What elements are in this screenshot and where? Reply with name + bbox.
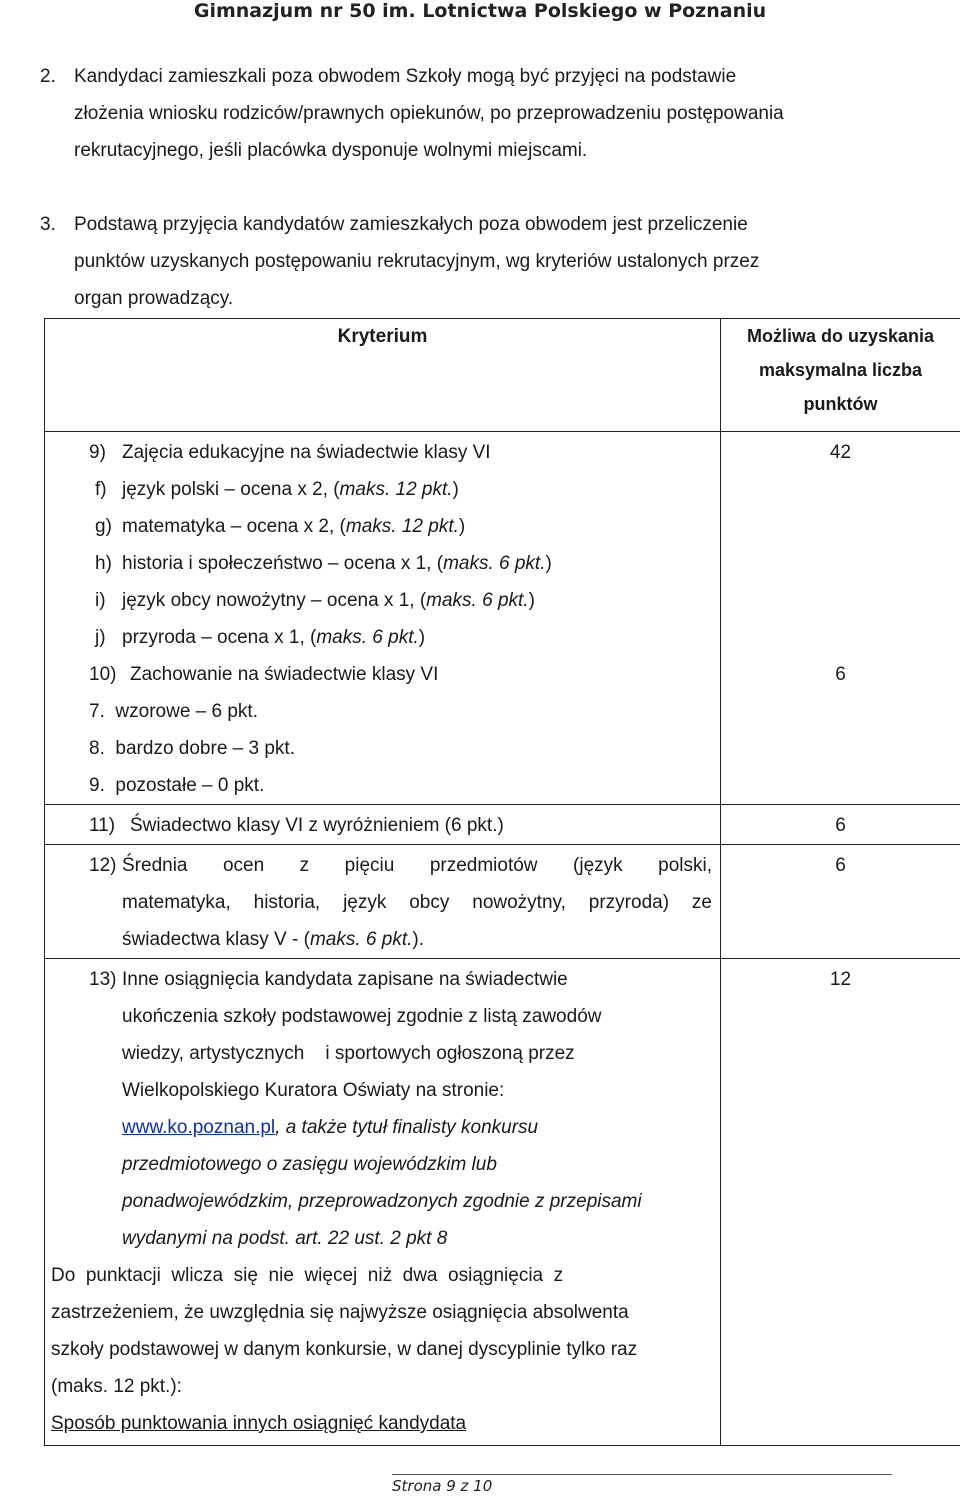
table-row	[45, 432, 960, 805]
subject-item	[53, 508, 712, 545]
header-points-line: punktów	[803, 394, 878, 414]
subject-item	[53, 619, 712, 656]
item-text: wzorowe – 6 pkt.	[115, 701, 258, 722]
criterion-title	[53, 434, 712, 471]
item-close: )	[452, 479, 459, 500]
item-close: )	[545, 553, 552, 574]
item-max: maks. 12 pkt.	[339, 479, 453, 500]
criterion-title-text: Zajęcia edukacyjne na świadectwie klasy VI	[122, 442, 491, 463]
paragraph-line: rekrutacyjnego, jeśli placówka dysponuje wolnymi miejscami.	[74, 140, 588, 161]
item-letter: g)	[95, 516, 112, 537]
item-text: język obcy nowożytny – ocena x 1, (	[122, 590, 427, 611]
item-number: 9.	[89, 775, 105, 796]
item-text: przyroda – ocena x 1, (	[122, 627, 317, 648]
criterion-line	[53, 1109, 712, 1146]
item-close: )	[528, 590, 535, 611]
header-criterion: Kryterium	[45, 319, 721, 432]
points-value: 6	[835, 855, 846, 876]
points-cell	[721, 959, 960, 1446]
criterion-line	[53, 921, 712, 958]
paragraph-line: punktów uzyskanych postępowaniu rekrutacyjnym, wg kryteriów ustalonych przez	[74, 251, 760, 272]
criterion-number: 13)	[89, 969, 117, 990]
kuratorium-link[interactable]: www.ko.poznan.pl	[122, 1117, 276, 1138]
item-max: maks. 6 pkt.	[443, 553, 546, 574]
item-text: język polski – ocena x 2, (	[122, 479, 340, 500]
item-close: )	[418, 627, 426, 648]
page-header: Gimnazjum nr 50 im. Lotnictwa Polskiego w Poznaniu	[193, 0, 767, 22]
criterion-title	[53, 847, 712, 884]
points-value: 6	[835, 815, 846, 836]
criterion-number: 11)	[89, 815, 116, 836]
subject-item	[53, 471, 712, 508]
criterion-line-text: matematyka, historia, język obcy nowożytny, przyroda) ze	[122, 892, 712, 913]
paragraph-3	[40, 206, 920, 317]
note-line: (maks. 12 pkt.):	[51, 1376, 182, 1397]
criteria-table	[44, 318, 960, 1446]
item-max: maks. 6 pkt.	[426, 590, 529, 611]
item-text: historia i społeczeństwo – ocena x 1, (	[122, 553, 444, 574]
points-cell	[721, 432, 960, 805]
paragraph-line: Podstawą przyjęcia kandydatów zamieszkałych poza obwodem jest przeliczenie	[74, 214, 748, 235]
item-text: matematyka – ocena x 2, (	[122, 516, 346, 537]
item-text: pozostałe – 0 pkt.	[115, 775, 265, 796]
note-line: Do punktacji wlicza się nie więcej niż dwa osiągnięcia z	[51, 1265, 564, 1286]
criterion-line: wiedzy, artystycznych i sportowych ogłoszoną przez	[122, 1043, 575, 1064]
paragraph-line: Kandydaci zamieszkali poza obwodem Szkoły mogą być przyjęci na podstawie	[74, 66, 737, 87]
item-close: )	[458, 516, 466, 537]
item-letter: f)	[95, 479, 107, 500]
page-number: Strona 9 z 10	[392, 1477, 493, 1495]
criterion-line-text: , a także tytuł finalisty konkursu	[275, 1117, 539, 1138]
subject-item	[53, 582, 712, 619]
note-line: zastrzeżeniem, że uwzględnia się najwyższe osiągnięcia absolwenta	[51, 1302, 629, 1323]
criterion-number: 12)	[89, 855, 117, 876]
table-header-row	[45, 319, 960, 432]
table-row	[45, 959, 960, 1446]
behavior-item	[53, 730, 712, 767]
criterion-title	[53, 961, 712, 998]
criterion-line	[53, 884, 712, 921]
item-max: maks. 6 pkt.	[309, 929, 413, 950]
criterion-cell	[45, 845, 721, 959]
item-letter: j)	[95, 627, 106, 648]
criterion-line: wydanymi na podst. art. 22 ust. 2 pkt 8	[122, 1228, 448, 1249]
criterion-title-text: Świadectwo klasy VI z wyróżnieniem (6 pkt.)	[130, 815, 504, 836]
criterion-line: Wielkopolskiego Kuratora Oświaty na stronie:	[122, 1080, 505, 1101]
table-row	[45, 845, 960, 959]
item-number: 8.	[89, 738, 105, 759]
points-value: 12	[829, 969, 852, 990]
behavior-item	[53, 693, 712, 730]
criterion-title-text: Średnia ocen z pięciu przedmiotów (język polski,	[122, 855, 712, 876]
item-close: ).	[412, 929, 424, 950]
criterion-title-text: Inne osiągnięcia kandydata zapisane na świadectwie	[122, 969, 568, 990]
item-letter: i)	[95, 590, 106, 611]
criterion-number: 9)	[89, 442, 106, 463]
criterion-line: ponadwojewódzkim, przeprowadzonych zgodnie z przepisami	[122, 1191, 642, 1212]
note-line: szkoły podstawowej w danym konkursie, w danej dyscyplinie tylko raz	[51, 1339, 638, 1360]
points-value: 6	[835, 664, 846, 685]
criterion-line-text: świadectwa klasy V - (	[122, 929, 310, 950]
paragraph-number: 2.	[40, 66, 56, 87]
criterion-title-text: Zachowanie na świadectwie klasy VI	[130, 664, 439, 685]
criterion-line: przedmiotowego o zasięgu wojewódzkim lub	[122, 1154, 497, 1175]
criterion-cell	[45, 959, 721, 1446]
paragraph-line: złożenia wniosku rodziców/prawnych opiekunów, po przeprowadzeniu postępowania	[74, 103, 784, 124]
subject-item	[53, 545, 712, 582]
item-max: maks. 6 pkt.	[316, 627, 419, 648]
scoring-method-heading: Sposób punktowania innych osiągnięć kandydata	[51, 1413, 467, 1434]
footer-divider	[392, 1474, 892, 1475]
criterion-line: ukończenia szkoły podstawowej zgodnie z listą zawodów	[122, 1006, 602, 1027]
behavior-item	[53, 767, 712, 804]
header-points-line: Możliwa do uzyskania	[746, 326, 935, 346]
points-value: 42	[829, 442, 852, 463]
paragraph-2	[40, 58, 920, 169]
table-row	[45, 805, 960, 845]
item-letter: h)	[95, 553, 112, 574]
header-points	[721, 319, 960, 432]
item-text: bardzo dobre – 3 pkt.	[115, 738, 295, 759]
criterion-title	[53, 656, 712, 693]
criterion-cell	[45, 805, 721, 845]
header-points-line: maksymalna liczba	[758, 360, 923, 380]
paragraph-number: 3.	[40, 214, 56, 235]
points-cell	[721, 805, 960, 845]
criterion-cell	[45, 432, 721, 805]
item-max: maks. 12 pkt.	[345, 516, 459, 537]
points-cell	[721, 845, 960, 959]
paragraph-line: organ prowadzący.	[74, 288, 234, 309]
spacer	[721, 471, 960, 656]
item-number: 7.	[89, 701, 105, 722]
criterion-number: 10)	[89, 664, 117, 685]
criterion-title	[53, 807, 712, 844]
